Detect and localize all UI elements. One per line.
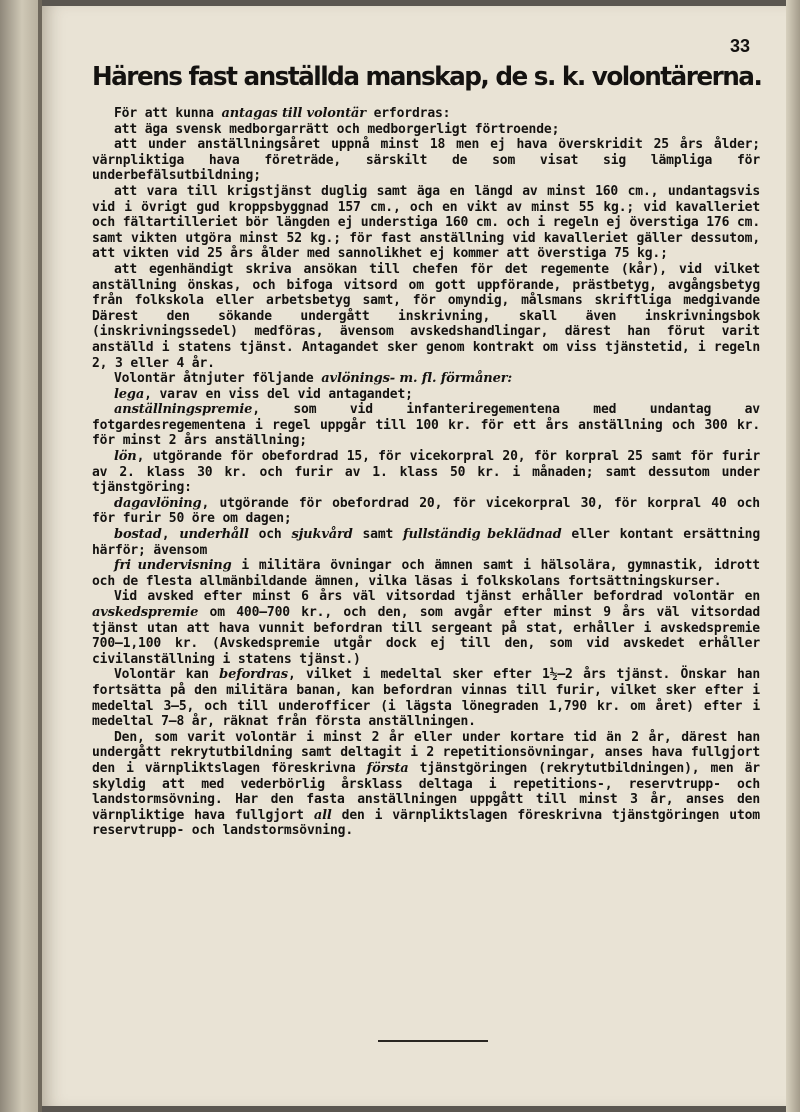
italic-term: lega bbox=[114, 386, 145, 402]
text-run: , som vid infanteriregementena med undantag av fotgardesregementena i regel uppgår till 100 kr. för ett års anställning och 300 kr. för minst 2 års anställning; bbox=[92, 402, 760, 449]
italic-term: fri undervisning bbox=[114, 558, 232, 574]
page-heading: Härens fast anställda manskap, de s. k. volontärerna. bbox=[92, 62, 762, 92]
italic-term: sjukvård bbox=[291, 527, 353, 543]
italic-term: första bbox=[366, 760, 409, 776]
paragraph bbox=[92, 106, 760, 122]
paragraph bbox=[92, 184, 760, 262]
italic-term: befordras bbox=[219, 667, 288, 683]
text-run: samt bbox=[352, 527, 404, 543]
paragraph bbox=[92, 262, 760, 371]
text-run: , varav en viss del vid antagandet; bbox=[144, 386, 413, 402]
text-run: att vara till krigstjänst duglig samt äga en längd av minst 160 cm., undantagsvis vid i övrigt gud kroppsbyggnad 157 cm., och en vikt av minst 55 kg.; vid kavalleriet och fältartilleriet bör längden ej understiga 160 cm. och i regeln ej överstiga 176 cm. samt vikten utgöra minst 52 kg.; för fast anställning vid kavalleriet gäller dessutom, att vikten vid 25 års ålder med sannolikhet ej kommer att överstiga 75 kg.; bbox=[92, 183, 760, 262]
paragraph bbox=[92, 527, 760, 558]
paragraph bbox=[92, 402, 760, 449]
text-run: att äga svensk medborgarrätt och medborgerligt förtroende; bbox=[114, 121, 560, 137]
italic-term: antagas till volontär bbox=[221, 106, 366, 121]
text-run: , vilket i medeltal sker efter 1½—2 års tjänst. Önskar han fortsätta på den militära banan, kan befordran vinnas till furir, vilket sker efter i medeltal 3—5, och till underofficer (i lägsta lönegraden 1,790 kr. om året) efter i medeltal 7—8 år, räknat från första anställningen. bbox=[92, 667, 760, 730]
paragraph bbox=[92, 496, 760, 527]
text-run: Volontär åtnjuter följande bbox=[114, 371, 322, 387]
text-run: Den, som varit volontär i minst 2 år eller under kortare tid än 2 år, därest han undergått rekrytutbildning samt deltagit i 2 repetitionsövningar, anses hava fullgjort den i värnpliktslagen föreskrivna bbox=[92, 729, 760, 776]
italic-term: anställningspremie bbox=[114, 402, 253, 418]
text-run: Volontär kan bbox=[114, 667, 220, 683]
italic-term: dagavlöning bbox=[114, 495, 202, 511]
paragraph bbox=[92, 589, 760, 667]
text-run: att under anställningsåret uppnå minst 18 men ej hava överskridit 25 års ålder; värnpliktiga hava företräde, särskilt de som visat sig lämpliga för underbefälsutbildning; bbox=[92, 137, 760, 184]
paragraph bbox=[92, 387, 760, 403]
italic-term: all bbox=[313, 807, 332, 823]
text-run: den i värnpliktslagen föreskrivna tjänstgöringen utom reservtrupp- och landstormsövning. bbox=[92, 807, 760, 839]
right-page-stack bbox=[786, 0, 800, 1112]
paragraph bbox=[92, 667, 760, 729]
text-run: erfordras: bbox=[365, 106, 451, 121]
italic-term: avlönings- m. fl. förmåner: bbox=[321, 371, 513, 387]
end-divider-line bbox=[378, 1040, 488, 1042]
text-run: att egenhändigt skriva ansökan till chefen för det regemente (kår), vid vilket anställning önskas, och bifoga vitsord om gott uppförande, prästbetyg, avgångsbetyg från folkskola eller arbetsbetyg samt, för omyndig, målsmans skriftliga medgivande Därest den sökande undergått inskrivning, skall även inskrivningsbok (inskrivningssedel) medföras, ävensom avskedshandlingar, därest han förut varit anställd i statens tjänst. Antagandet sker genom kontrakt om viss tjänstetid, i regeln 2, 3 eller 4 år. bbox=[92, 261, 760, 371]
paragraph bbox=[92, 730, 760, 839]
body-text bbox=[92, 106, 760, 839]
text-run: och bbox=[248, 527, 292, 543]
italic-term: avskedspremie bbox=[92, 605, 199, 620]
text-run: , bbox=[161, 527, 180, 543]
text-run: , utgörande för obefordrad 20, för vicekorpral 30, för korpral 40 och för furir 50 öre om dagen; bbox=[92, 495, 760, 527]
text-run: Vid avsked efter minst 6 års väl vitsordad tjänst erhåller befordrad volontär en bbox=[114, 589, 760, 605]
italic-term: bostad bbox=[114, 527, 162, 543]
paragraph bbox=[92, 137, 760, 184]
italic-term: underhåll bbox=[179, 527, 249, 543]
left-page-edge bbox=[0, 0, 40, 1112]
book-page bbox=[42, 6, 786, 1106]
italic-term: fullständig beklädnad bbox=[403, 527, 562, 543]
text-run: För att kunna bbox=[114, 106, 222, 121]
paragraph bbox=[92, 371, 760, 387]
paragraph bbox=[92, 558, 760, 589]
page-number: 33 bbox=[729, 36, 750, 56]
text-run: i militära övningar och ämnen samt i hälsolära, gymnastik, idrott och de flesta allmänbildande ämnen, vilka läsas i folkskolans fortsättningskurser. bbox=[92, 558, 760, 589]
text-run: , utgörande för obefordrad 15, för vicekorpral 20, för korpral 25 samt för furir av 2. klass 30 kr. och furir av 1. klass 50 kr. i månaden; samt dessutom under tjänstgöring: bbox=[92, 449, 760, 496]
text-run: eller kontant ersättning härför; ävensom bbox=[92, 527, 760, 558]
italic-term: lön bbox=[114, 449, 137, 465]
paragraph bbox=[92, 122, 760, 138]
paragraph bbox=[92, 449, 760, 496]
text-run: tjänstgöringen (rekrytutbildningen), men är skyldig att med vederbörlig årsklass deltaga i repetitions-, reservtrupp- och landstormsövning. Har den fasta anställningen uppgått till minst 3 år, anses den värnpliktige hava fullgjort bbox=[92, 760, 760, 823]
text-run: om 400—700 kr., och den, som avgår efter minst 9 års väl vitsordad tjänst utan att hava vunnit befordran till sergeant på stat, erhåller i avskedspremie 700—1,100 kr. (Avskedspremie utgår dock ej till den, som vid avskedet erhåller civilanställning i statens tjänst.) bbox=[92, 605, 760, 667]
